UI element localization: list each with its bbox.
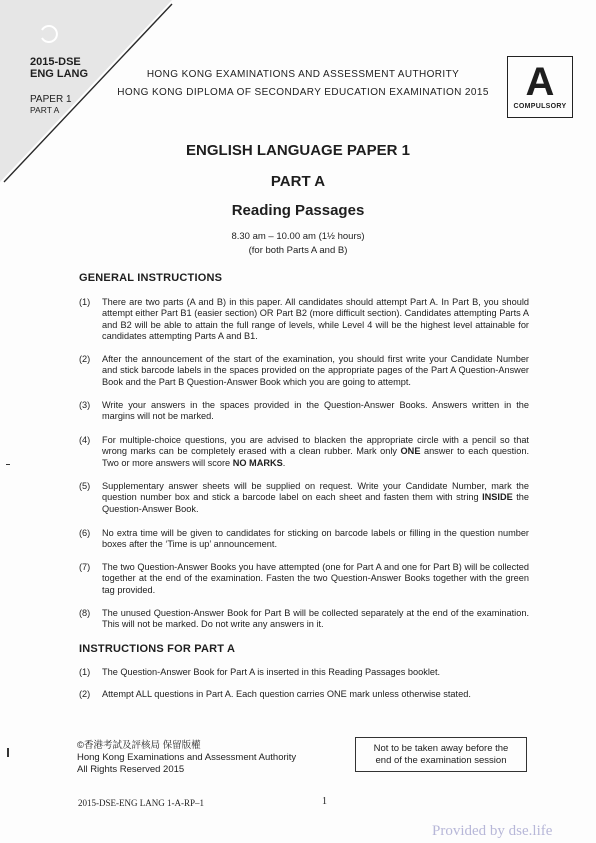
instruction-item: (4) For multiple-choice questions, you are advised to blacken the appropriate circle with a pencil so that wrong marks can be completely erased with a clean rubber. Mark only ONE answer to each question. Two or more answers will score NO MARKS. bbox=[79, 435, 529, 468]
subject-code: 2015-DSE ENG LANG bbox=[30, 56, 89, 80]
exam-time-note: (for both Parts A and B) bbox=[248, 245, 348, 256]
page-number: 1 bbox=[322, 796, 327, 807]
compulsory-label: COMPULSORY bbox=[513, 103, 567, 110]
compulsory-box bbox=[507, 56, 573, 118]
instruction-item: (6) No extra time will be given to candidates for sticking on barcode labels or filling in the question number boxes after the ‘Time is up’ announcement. bbox=[79, 528, 529, 550]
part-title: PART A bbox=[270, 173, 326, 190]
paper-title: ENGLISH LANGUAGE PAPER 1 bbox=[186, 142, 410, 159]
general-instructions-heading: GENERAL INSTRUCTIONS bbox=[79, 272, 223, 284]
instruction-item: (3) Write your answers in the spaces provided in the Question-Answer Books. Answers written in the margins will not be marked. bbox=[79, 400, 529, 422]
part-a-instructions-heading: INSTRUCTIONS FOR PART A bbox=[79, 643, 236, 655]
paper-label: PAPER 1 PART A bbox=[30, 94, 72, 115]
exam-time: 8.30 am – 10.00 am (1½ hours) bbox=[231, 231, 365, 242]
copyright-notice: ©香港考試及評核局 保留版權 Hong Kong Examinations and Assessment Authority All Rights Reserved 2015 bbox=[77, 740, 297, 775]
instruction-item: (8) The unused Question-Answer Book for Part B will be collected separately at the end of the examination. This will not be marked. Do not write any answers in it. bbox=[79, 608, 529, 630]
instruction-item: (2) After the announcement of the start of the examination, you should first write your Candidate Number and stick barcode labels in the spaces provided on the appropriate pages of the Part A Question-Answer Book and the Part B Question-Answer Book which you are going to attempt. bbox=[79, 354, 529, 387]
booklet-title: Reading Passages bbox=[231, 202, 365, 219]
watermark: Provided by dse.life bbox=[432, 823, 553, 839]
instruction-item: (7) The two Question-Answer Books you have attempted (one for Part A and one for Part B) will be collected together at the end of the examination. Fasten the two Question-Answer Books together with the green tag provided. bbox=[79, 562, 529, 595]
scan-mark bbox=[7, 748, 9, 757]
instruction-item: (1) The Question-Answer Book for Part A is inserted in this Reading Passages booklet. bbox=[79, 667, 441, 677]
instruction-item: (5) Supplementary answer sheets will be supplied on request. Write your Candidate Number, mark the question number box and stick a barcode label on each sheet and fasten them with string INSIDE the Question-Answer Book. bbox=[79, 481, 530, 514]
part-letter: A bbox=[525, 60, 555, 104]
instruction-item: (2) Attempt ALL questions in Part A. Each question carries ONE mark unless otherwise stated. bbox=[79, 689, 471, 699]
scan-mark bbox=[6, 464, 10, 465]
exam-name: HONG KONG DIPLOMA OF SECONDARY EDUCATION EXAMINATION 2015 bbox=[117, 87, 489, 98]
instruction-item: (1) There are two parts (A and B) in this paper. All candidates should attempt Part A. In Part B, you should attempt either Part B1 (easier section) OR Part B2 (more difficult section). Candidates attempting Parts A and B2 will be able to attain the full range of levels, while Level 4 will be the highest level attainable for candidates attempting Parts A and B1. bbox=[79, 297, 529, 342]
paper-code-footer: 2015-DSE-ENG LANG 1-A-RP–1 bbox=[78, 798, 204, 808]
authority-name: HONG KONG EXAMINATIONS AND ASSESSMENT AUTHORITY bbox=[146, 69, 460, 80]
take-away-notice-box: Not to be taken away before the end of the examination session bbox=[355, 737, 527, 772]
